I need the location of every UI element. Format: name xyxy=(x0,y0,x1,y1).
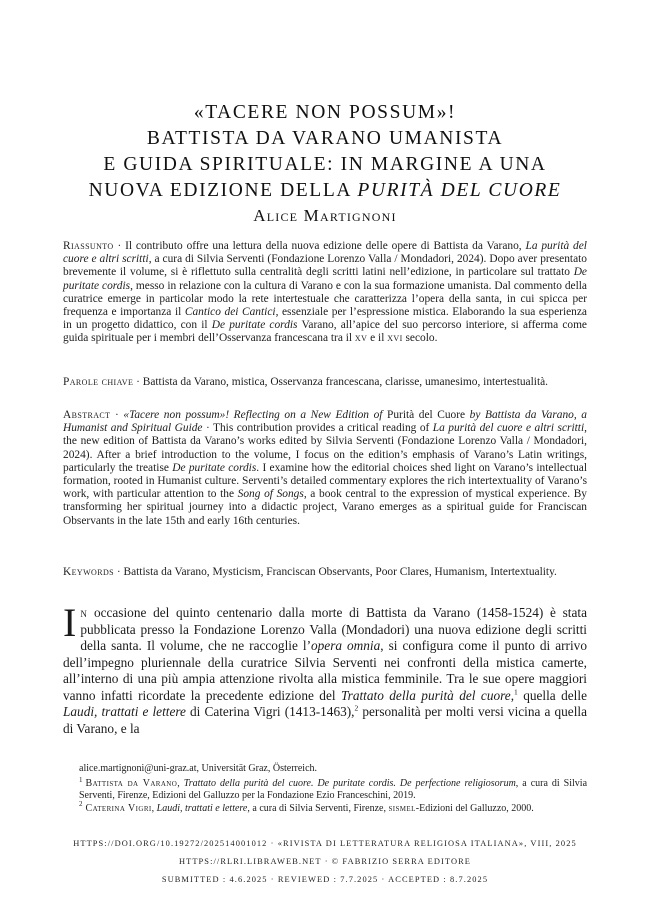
footnote-ref-1: 1 xyxy=(514,687,518,697)
body-paragraph: In occasione del quinto centenario dalla morte di Battista da Varano (1458-1524) è stata pubblicata presso la Fondazione Lorenzo Valla (Mondadori) una nuova edizione degli scritti della santa. Il volume, che ne raccoglie l’opera omnia, si configura come il punto di arrivo dell’impegno pluriennale della curatrice Silvia Serventi nei confronti della mistica camerte, all’interno di una più ampia attenzione rivolta alla mistica femminile. Tra le sue opere maggiori vanno infatti ricordate la precedente edizione del Trattato della purità del cuore,$^1$ quella delle Laudi, trattati e lettere di Caterina Vigri (1413-1463),$^2$ personalità per molti versi vicina a quella di Varano, e la xyxy=(63,600,587,736)
author-name: Alice Martignoni xyxy=(253,206,397,225)
parole-chiave-label: Parole chiave xyxy=(63,376,134,388)
abstract-label: Abstract xyxy=(63,409,111,421)
parole-chiave-paragraph: Parole chiave · Battista da Varano, mistica, Osservanza francescana, clarisse, umanesimo, intertestualità. xyxy=(63,376,549,388)
title-line-2: BATTISTA DA VARANO UMANISTA xyxy=(146,128,504,149)
title-line-3: E GUIDA SPIRITUALE: IN MARGINE A UNA xyxy=(103,154,547,175)
drop-cap: I xyxy=(63,600,77,645)
article-title xyxy=(60,100,590,204)
title-line-1: «TACERE NON POSSUM»! xyxy=(193,102,457,123)
riassunto-label: Riassunto xyxy=(63,240,114,252)
publisher-line: HTTPS://RLRI.LIBRAWEB.NET · © FABRIZIO SERRA EDITORE xyxy=(178,857,472,866)
dates-line: SUBMITTED : 4.6.2025 · REVIEWED : 7.7.2025 · ACCEPTED : 8.7.2025 xyxy=(161,875,489,884)
footnote-2: $^2$ Caterina Vigri, Laudi, trattati e lettere, a cura di Silvia Serventi, Firenze, sismel-Edizioni del Galluzzo, 2000. xyxy=(79,800,534,814)
doi-line: HTTPS://DOI.ORG/10.19272/202514001012 · «RIVISTA DI LETTERATURA RELIGIOSA ITALIANA», VIII, 2025 xyxy=(73,839,577,848)
riassunto-paragraph: Riassunto · Il contributo offre una lettura della nuova edizione delle opere di Battista da Varano, La purità del cuore e altri scritti, a cura di Silvia Serventi (Fondazione Lorenzo Valla / Mondadori, 2024). Dopo aver presentato brevemente il volume, si è riflettuto sulla centralità degli scritti latini nell’edizione, in particolare sul trattato De puritate cordis, messo in relazione con la cultura di Varano e con la sua formazione umanista. Dal commento della curatrice emerge in particolar modo la rete intertestuale che caratterizza l’opera della santa, in cui spicca per frequenza e importanza il Cantico dei Cantici, essenziale per l’espressione mistica. Elaborando la sua esperienza in un progetto didattico, con il De puritate cordis Varano, all’apice del suo percorso interiore, si afferma come guida spirituale per i membri dell’Osservanza francescana tra il xv e il xvi secolo. xyxy=(63,240,587,345)
footnote-ref-2: 2 xyxy=(354,703,359,713)
footnotes xyxy=(63,763,587,815)
author-email-note: alice.martignoni@uni-graz.at, Universität Graz, Österreich. xyxy=(79,763,318,774)
title-line-4 xyxy=(60,178,590,204)
abstract-paragraph: Abstract · «Tacere non possum»! Reflecting on a New Edition of Purità del Cuore by Battista da Varano, a Humanist and Spiritual Guide · This contribution provides a critical reading of La purità del cuore e altri scritti, the new edition of Battista da Varano’s works edited by Silvia Serventi (Fondazione Lorenzo Valla / Mondadori, 2024). After a brief introduction to the volume, I focus on the edition’s emphasis of Varano’s Latin writings, particularly the treatise De puritate cordis. I examine how the editorial choices shed light on Varano’s intellectual formation, rooted in Humanist culture. Serventi’s detailed commentary explores the rich intertextuality of Varano’s work, with particular attention to the Song of Songs, a book central to the expression of mystical experience. By transforming her spiritual journey into a didactic project, Varano emerges as a spiritual guide for Franciscan Observants in the late 15th and early 16th centuries. xyxy=(63,409,587,527)
title-line-4-italic: PURITÀ DEL CUORE xyxy=(357,180,562,201)
footnote-1: $^1$ Battista da Varano, Trattato della purità del cuore. De puritate cordis. De perfectione religiosorum, a cura di Silvia Serventi, Firenze, Edizioni del Galluzzo per la Fondazione Ezio Franceschini, 2019. xyxy=(79,775,588,802)
keywords-paragraph: Keywords · Battista da Varano, Mysticism, Franciscan Observants, Poor Clares, Humanism, Intertextuality. xyxy=(63,566,557,578)
title-line-4-text: NUOVA EDIZIONE DELLA xyxy=(88,180,358,201)
keywords-label: Keywords xyxy=(63,566,114,578)
